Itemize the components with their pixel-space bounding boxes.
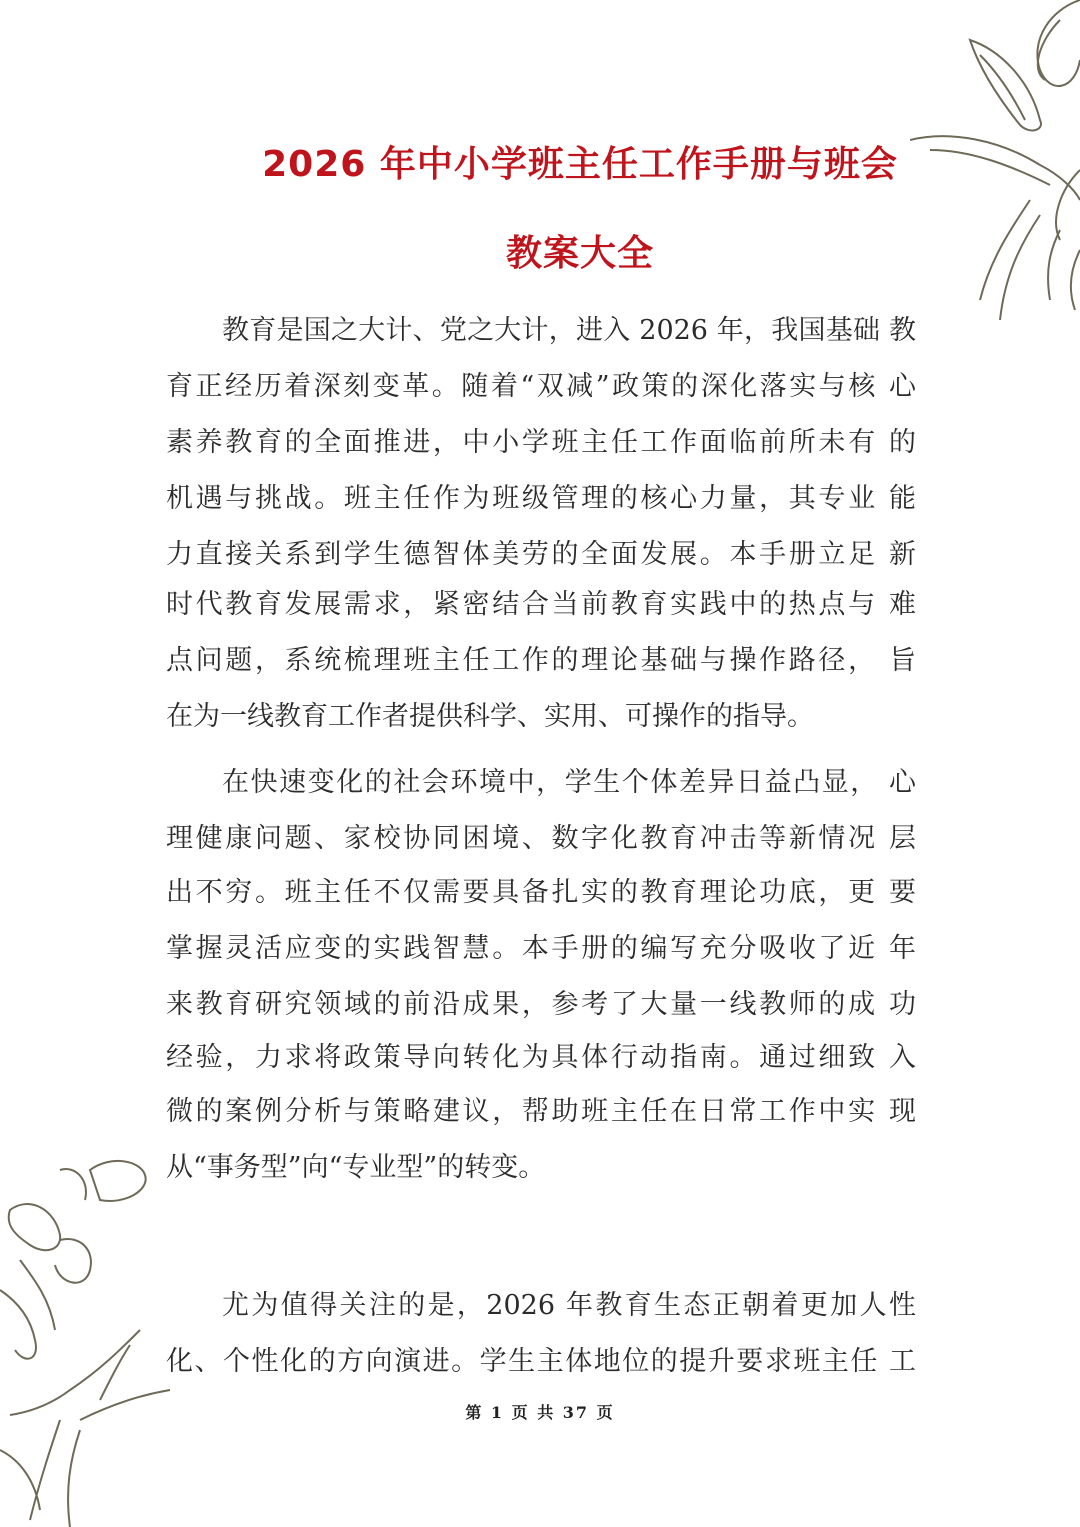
page-number-footer: 第 1 页 共 37 页: [465, 1403, 615, 1422]
text-line: 从“事务型”向“专业型”的转变。: [166, 1152, 546, 1183]
text-line: 在快速变化的社会环境中，学生个体差异日益凸显， 心: [222, 767, 916, 798]
text-line: 力直接关系到学生德智体美劳的全面发展。本手册立足 新: [166, 539, 916, 570]
text-line: 出不穷。班主任不仅需要具备扎实的教育理论功底，更 要: [166, 877, 916, 908]
text-line: 教育是国之大计、党之大计，进入 2026 年，我国基础 教: [222, 315, 916, 346]
text-line: 在为一线教育工作者提供科学、实用、可操作的指导。: [166, 701, 814, 732]
text-line: 化、个性化的方向演进。学生主体地位的提升要求班主任 工: [166, 1346, 916, 1377]
text-line: 机遇与挑战。班主任作为班级管理的核心力量，其专业 能: [166, 483, 916, 514]
text-line: 经验，力求将政策导向转化为具体行动指南。通过细致 入: [166, 1042, 916, 1073]
document-title-line-2: 教案大全: [505, 233, 654, 274]
text-line: 来教育研究领域的前沿成果，参考了大量一线教师的成 功: [166, 989, 916, 1020]
text-line: 素养教育的全面推进，中小学班主任工作面临前所未有 的: [166, 427, 916, 458]
plum-blossom-decoration: [0, 1150, 180, 1527]
document-title-line-1: 2026 年中小学班主任工作手册与班会: [262, 144, 898, 185]
text-line: 尤为值得关注的是，2026 年教育生态正朝着更加人性: [222, 1290, 916, 1321]
text-line: 点问题，系统梳理班主任工作的理论基础与操作路径， 旨: [166, 645, 916, 676]
text-line: 掌握灵活应变的实践智慧。本手册的编写充分吸收了近 年: [166, 933, 916, 964]
text-line: 微的案例分析与策略建议，帮助班主任在日常工作中实 现: [166, 1096, 916, 1127]
text-line: 育正经历着深刻变革。随着“双减”政策的深化落实与核 心: [166, 371, 916, 402]
text-line: 时代教育发展需求，紧密结合当前教育实践中的热点与 难: [166, 589, 916, 620]
text-line: 理健康问题、家校协同困境、数字化教育冲击等新情况 层: [166, 823, 916, 854]
